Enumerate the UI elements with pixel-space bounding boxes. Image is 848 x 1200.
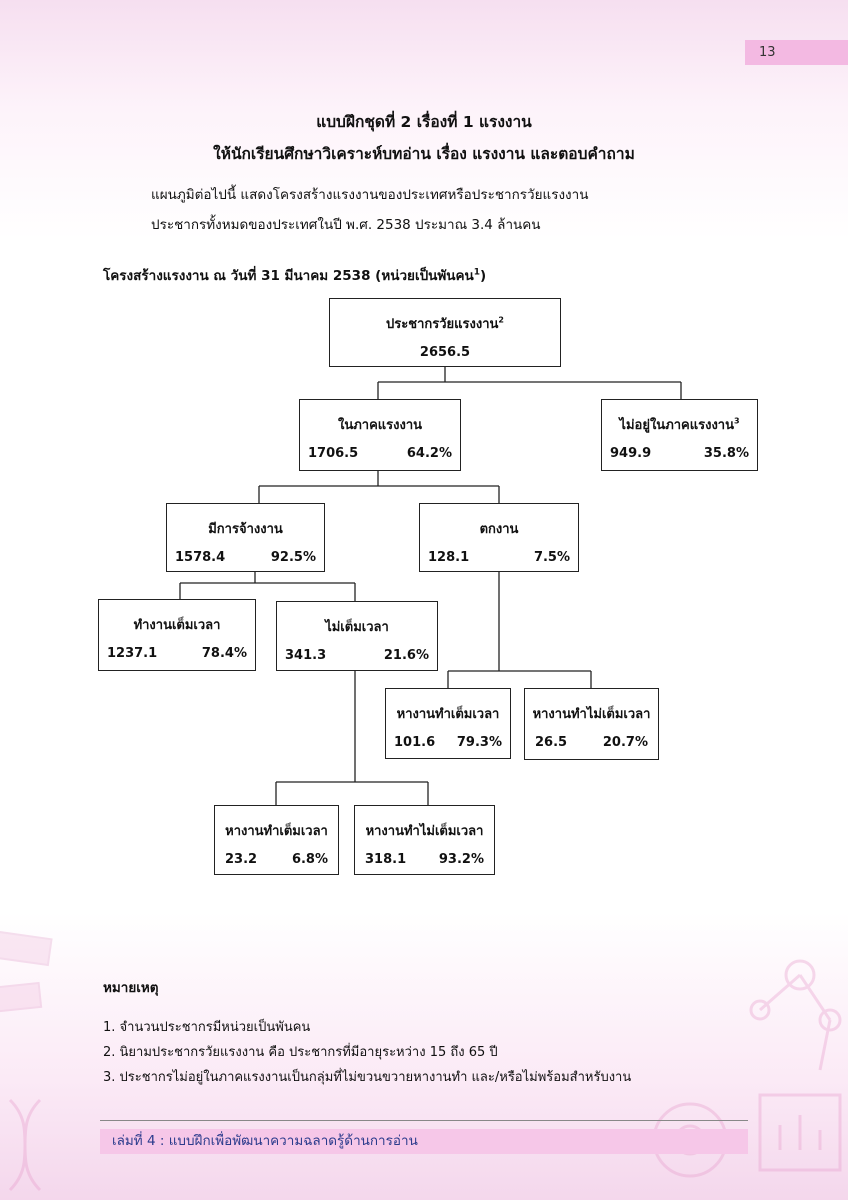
- box-part-time-seek-part-time: หางานทำไม่เต็มเวลา 318.1 93.2%: [354, 805, 495, 875]
- page-subtitle: ให้นักเรียนศึกษาวิเคราะห์บทอ่าน เรื่อง แรงงาน และตอบคำถาม: [213, 145, 635, 163]
- note-1: 1. จำนวนประชากรมีหน่วยเป็นพันคน: [103, 1020, 311, 1035]
- box-in-labor-force: ในภาคแรงงาน 1706.5 64.2%: [299, 399, 461, 471]
- note-3: 3. ประชากรไม่อยู่ในภาคแรงงานเป็นกลุ่มที่ไม่ขวนขวายหางานทำ และ/หรือไม่พร้อมสำหรับงาน: [103, 1070, 632, 1085]
- notes-heading: หมายเหตุ: [103, 980, 159, 996]
- box-unemployed: ตกงาน 128.1 7.5%: [419, 503, 579, 572]
- chart-caption: โครงสร้างแรงงาน ณ วันที่ 31 มีนาคม 2538 (หน่วยเป็นพันคน$^1$): [103, 267, 487, 284]
- page-number: 13: [745, 40, 848, 65]
- box-part-time: ไม่เต็มเวลา 341.3 21.6%: [276, 601, 438, 671]
- footer-booklet-title: เล่มที่ 4 : แบบฝึกเพื่อพัฒนาความฉลาดรู้ด้านการอ่าน: [100, 1129, 748, 1154]
- box-not-in-labor-force: ไม่อยู่ในภาคแรงงาน$^3$ 949.9 35.8%: [601, 399, 758, 471]
- box-part-time-seek-full-time: หางานทำเต็มเวลา 23.2 6.8%: [214, 805, 339, 875]
- page-title: แบบฝึกชุดที่ 2 เรื่องที่ 1 แรงงาน: [316, 113, 532, 131]
- intro-line-2: ประชากรทั้งหมดของประเทศในปี พ.ศ. 2538 ประมาณ 3.4 ล้านคน: [151, 217, 541, 233]
- box-working-age-population: ประชากรวัยแรงงาน$^2$ 2656.5: [329, 298, 561, 367]
- box-unemployed-seek-full-time: หางานทำเต็มเวลา 101.6 79.3%: [385, 688, 511, 759]
- footer-divider: [100, 1120, 748, 1121]
- box-employed: มีการจ้างงาน 1578.4 92.5%: [166, 503, 325, 572]
- box-full-time: ทำงานเต็มเวลา 1237.1 78.4%: [98, 599, 256, 671]
- intro-line-1: แผนภูมิต่อไปนี้ แสดงโครงสร้างแรงงานของประเทศหรือประชากรวัยแรงงาน: [151, 187, 589, 203]
- box-unemployed-seek-part-time: หางานทำไม่เต็มเวลา 26.5 20.7%: [524, 688, 659, 760]
- note-2: 2. นิยามประชากรวัยแรงงาน คือ ประชากรที่มีอายุระหว่าง 15 ถึง 65 ปี: [103, 1045, 498, 1060]
